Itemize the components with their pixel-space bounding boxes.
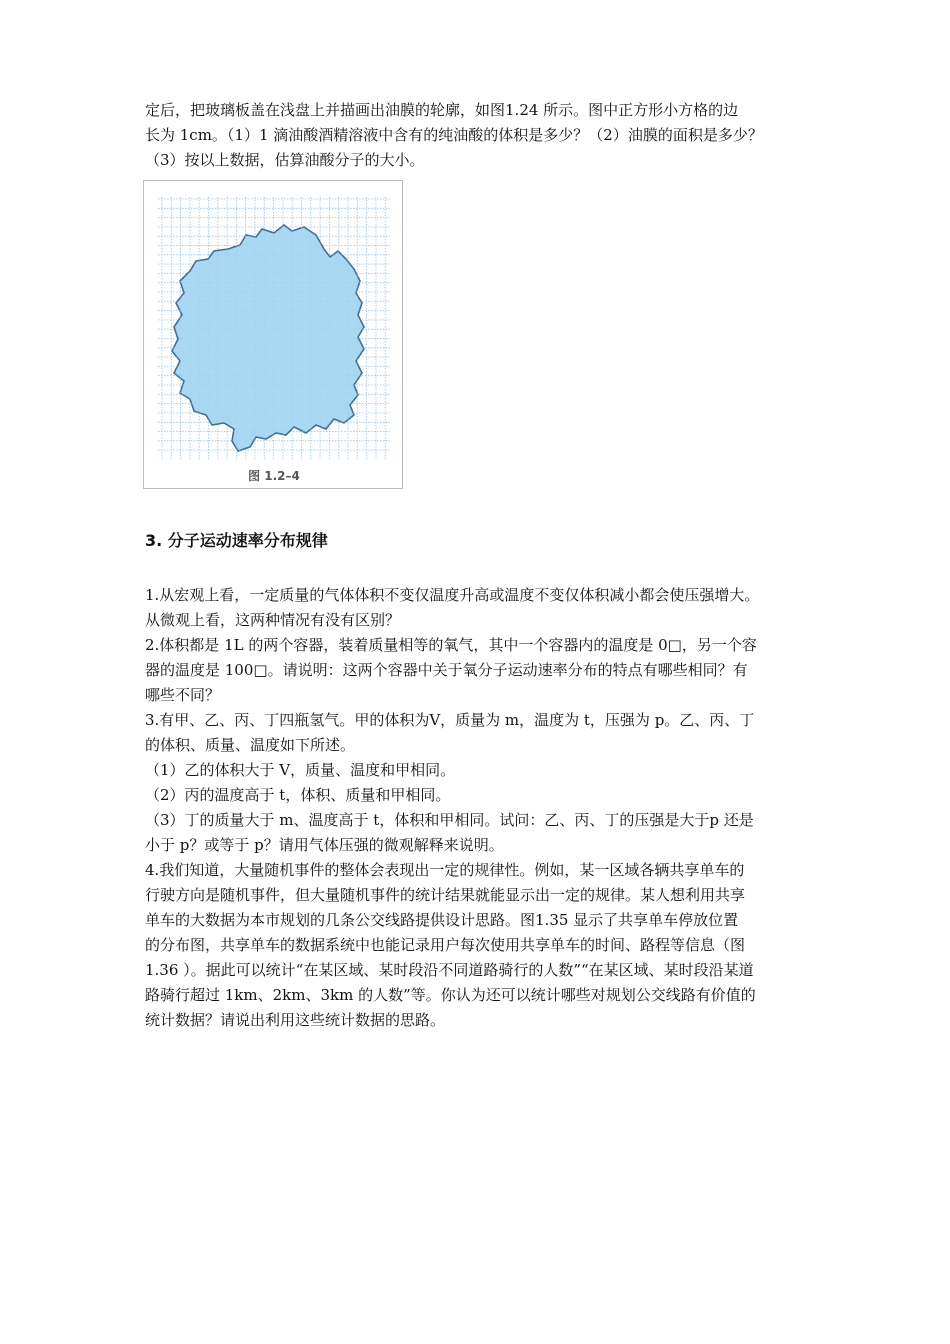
- questions-paragraph: [145, 583, 810, 1033]
- text-line: 4.我们知道，大量随机事件的整体会表现出一定的规律性。例如，某一区域各辆共享单车的: [145, 861, 745, 879]
- text-line: 的体积、质量、温度如下所述。: [145, 736, 356, 754]
- text-line: 从微观上看，这两种情况有没有区别？: [145, 611, 401, 629]
- text-line: （2）丙的温度高于 t，体积、质量和甲相同。: [145, 786, 451, 804]
- text-line: 行驶方向是随机事件，但大量随机事件的统计结果就能显示出一定的规律。某人想利用共享: [145, 886, 746, 904]
- text-line: （1）乙的体积大于 V，质量、温度和甲相同。: [145, 761, 456, 779]
- text-line: 定后，把玻璃板盖在浅盘上并描画出油膜的轮廓，如图1.24 所示。图中正方形小方格的边: [145, 101, 739, 119]
- section-heading: 3. 分子运动速率分布规律: [145, 531, 328, 550]
- text-line: 的分布图，共享单车的数据系统中也能记录用户每次使用共享单车的时间、路程等信息（图: [145, 936, 746, 954]
- text-line: 哪些不同？: [145, 686, 221, 704]
- text-line: （3）丁的质量大于 m、温度高于 t，体积和甲相同。试问：乙、丙、丁的压强是大于p 还是: [145, 811, 754, 829]
- text-line: 3.有甲、乙、丙、丁四瓶氢气。甲的体积为V，质量为 m，温度为 t，压强为 p。乙、丙、丁: [145, 711, 755, 729]
- text-line: 1.36 ）。据此可以统计“在某区域、某时段沿不同道路骑行的人数”“在某区域、某时段沿某道: [145, 961, 754, 979]
- oil-film-grid-image: [158, 197, 390, 459]
- intro-paragraph: [145, 98, 810, 173]
- text-line: （3）按以上数据，估算油酸分子的大小。: [145, 151, 425, 169]
- text-line: 路骑行超过 1km、2km、3km 的人数”等。你认为还可以统计哪些对规划公交线路有价值的: [145, 986, 756, 1004]
- text-line: 单车的大数据为本市规划的几条公交线路提供设计思路。图1.35 显示了共享单车停放位置: [145, 911, 739, 929]
- text-line: 长为 1cm。（1）1 滴油酸酒精溶液中含有的纯油酸的体积是多少？（2）油膜的面积是多少？: [145, 126, 763, 144]
- figure-caption: 图 1.2–4: [248, 469, 300, 483]
- text-line: 器的温度是 100□。请说明：这两个容器中关于氧分子运动速率分布的特点有哪些相同？有: [145, 661, 748, 679]
- oil-film-figure: [143, 180, 403, 489]
- text-line: 小于 p？或等于 p？请用气体压强的微观解释来说明。: [145, 836, 504, 854]
- text-line: 统计数据？请说出利用这些统计数据的思路。: [145, 1011, 446, 1029]
- oil-film-outline: [172, 225, 364, 451]
- text-line: 2.体积都是 1L 的两个容器，装着质量相等的氧气，其中一个容器内的温度是 0□，另一个容: [145, 636, 757, 654]
- text-line: 1.从宏观上看，一定质量的气体体积不变仅温度升高或温度不变仅体积减小都会使压强增大。: [145, 586, 760, 604]
